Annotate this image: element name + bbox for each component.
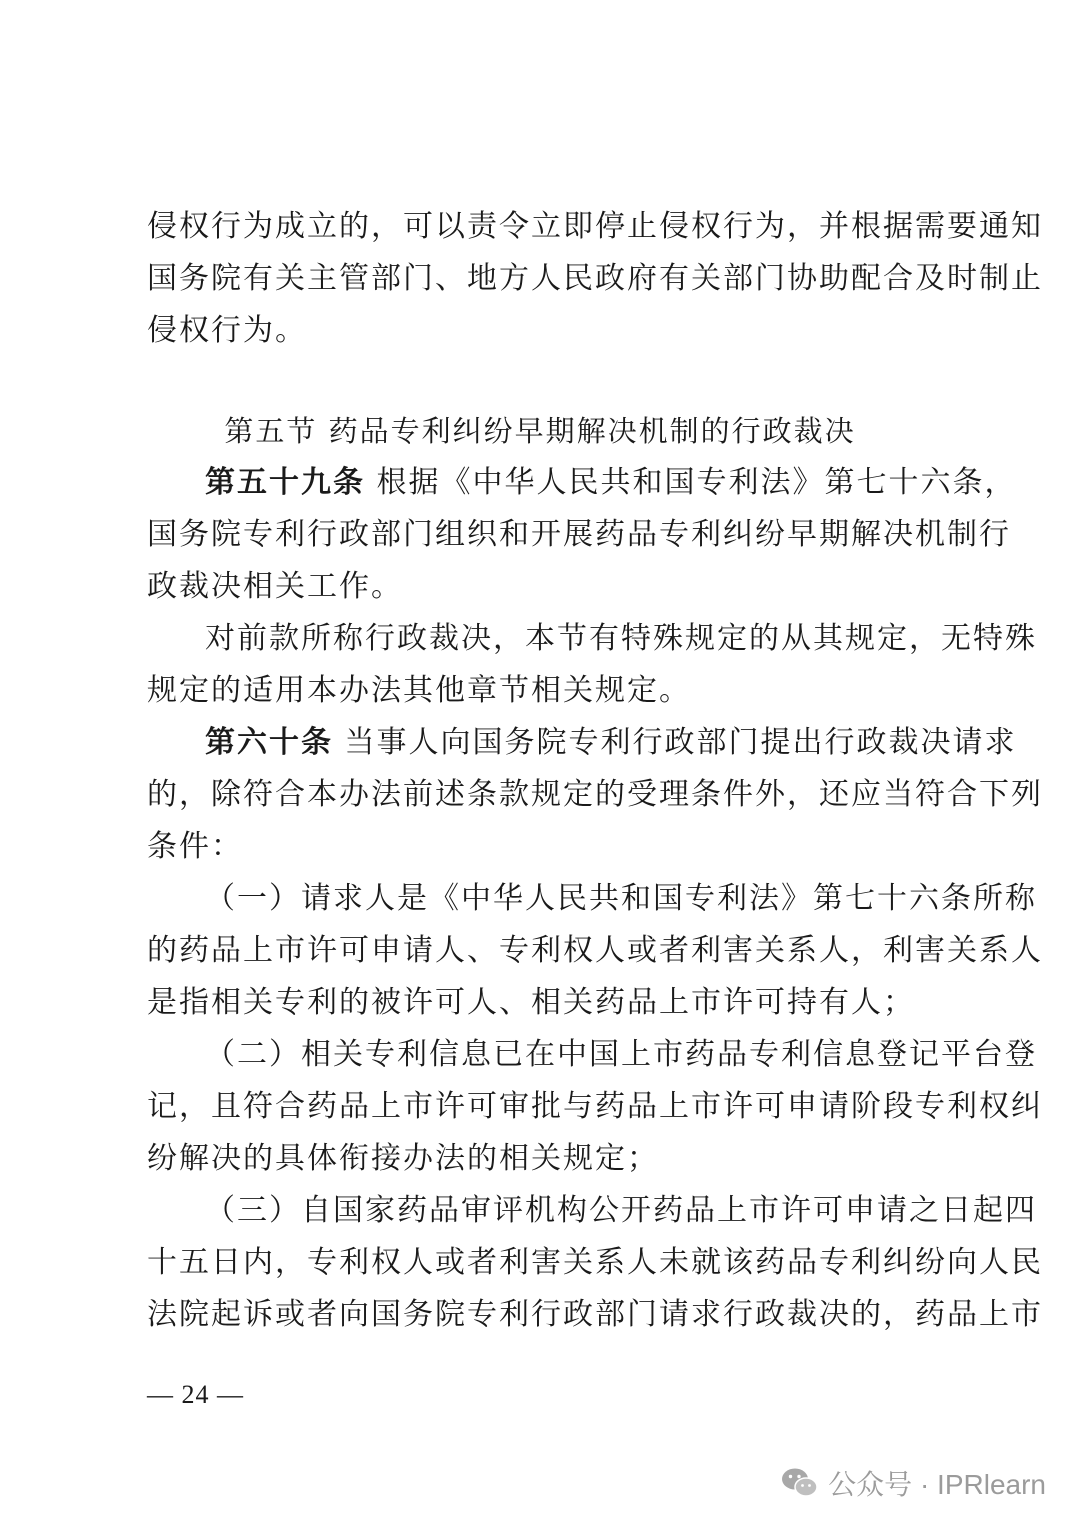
body-line: 规定的适用本办法其他章节相关规定。 [147,673,691,708]
item-1-line: （一）请求人是《中华人民共和国专利法》第七十六条所称 [205,881,1037,916]
body-line: 对前款所称行政裁决，本节有特殊规定的从其规定，无特殊 [205,621,1037,656]
body-line: 国务院专利行政部门组织和开展药品专利纠纷早期解决机制行 [147,517,1011,552]
article-59-title: 第五十九条 [205,465,365,500]
item-3-line: （三）自国家药品审评机构公开药品上市许可申请之日起四 [205,1193,1037,1228]
wechat-icon [780,1466,820,1500]
page-number: — 24 — [147,1380,244,1409]
section-heading: 第五节 药品专利纠纷早期解决机制的行政裁决 [224,414,856,448]
body-line: 条件： [147,829,243,864]
body-line: 纷解决的具体衔接办法的相关规定； [147,1141,659,1176]
body-line: 的，除符合本办法前述条款规定的受理条件外，还应当符合下列 [147,777,1043,812]
article-59-first-line [205,463,1017,503]
item-2-line: （二）相关专利信息已在中国上市药品专利信息登记平台登 [205,1037,1037,1072]
body-line: 记，且符合药品上市许可审批与药品上市许可申请阶段专利权纠 [147,1089,1043,1124]
article-60-title: 第六十条 [205,725,333,760]
watermark-text: 公众号 · IPRlearn [828,1469,1046,1500]
body-line: 的药品上市许可申请人、专利权人或者利害关系人，利害关系人 [147,933,1043,968]
article-60-text: 当事人向国务院专利行政部门提出行政裁决请求 [344,725,1017,760]
body-line: 国务院有关主管部门、地方人民政府有关部门协助配合及时制止 [147,261,1043,296]
body-line: 侵权行为成立的，可以责令立即停止侵权行为，并根据需要通知 [147,209,1043,244]
body-line: 侵权行为。 [147,313,307,348]
article-59-text: 根据《中华人民共和国专利法》第七十六条， [376,465,1017,500]
watermark [780,1463,1046,1503]
body-line: 政裁决相关工作。 [147,569,403,604]
body-line: 法院起诉或者向国务院专利行政部门请求行政裁决的，药品上市 [147,1297,1043,1332]
body-line: 是指相关专利的被许可人、相关药品上市许可持有人； [147,985,915,1020]
article-60-first-line [205,723,1017,763]
body-line: 十五日内，专利权人或者利害关系人未就该药品专利纠纷向人民 [147,1245,1043,1280]
